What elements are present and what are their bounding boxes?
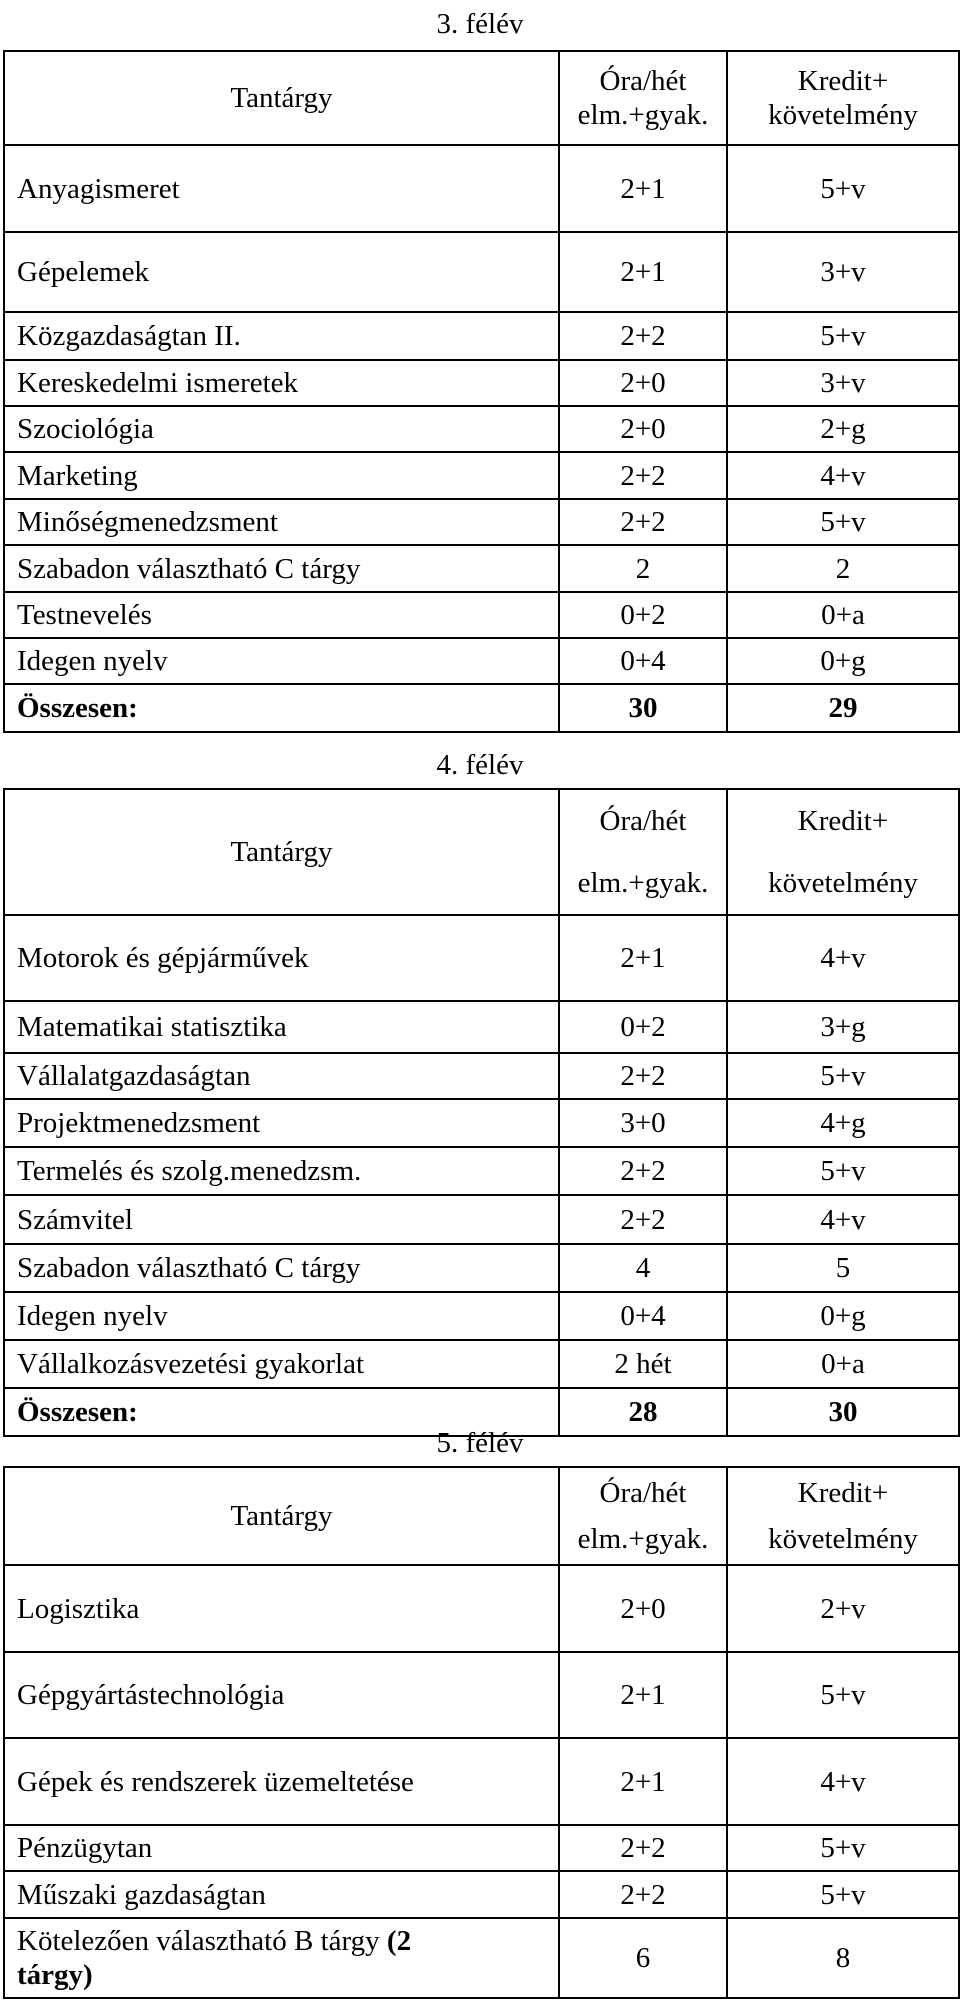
table-header	[4, 789, 959, 915]
subject-cell	[4, 1918, 559, 1998]
subject-cell: Gépelemek	[4, 232, 559, 312]
credit-cell: 4+v	[727, 452, 959, 499]
credit-cell: 0+g	[727, 1292, 959, 1340]
subject-cell: Szociológia	[4, 406, 559, 452]
hours-cell: 0+4	[559, 638, 727, 684]
credit-cell: 2+v	[727, 1565, 959, 1652]
header-credit-bottom: követelmény	[768, 1523, 918, 1555]
hours-cell: 2+1	[559, 145, 727, 232]
hours-cell: 2+0	[559, 406, 727, 452]
subject-cell: Vállalkozásvezetési gyakorlat	[4, 1340, 559, 1388]
table-row	[4, 312, 959, 360]
credit-cell: 4+v	[727, 1738, 959, 1825]
subject-cell: Projektmenedzsment	[4, 1099, 559, 1147]
hours-cell: 2+2	[559, 1871, 727, 1918]
hours-cell: 2 hét	[559, 1340, 727, 1388]
hours-cell: 2+0	[559, 360, 727, 406]
credit-cell: 2+g	[727, 406, 959, 452]
subject-cell: Marketing	[4, 452, 559, 499]
credit-cell: 0+a	[727, 1340, 959, 1388]
total-row	[4, 684, 959, 732]
table-row	[4, 1825, 959, 1871]
total-hours: 30	[559, 684, 727, 732]
subject-cell: Vállalatgazdaságtan	[4, 1053, 559, 1099]
total-credit: 30	[727, 1388, 959, 1436]
table-row	[4, 1565, 959, 1652]
total-label: Összesen:	[4, 684, 559, 732]
subject-cell: Termelés és szolg.menedzsm.	[4, 1147, 559, 1195]
table-row	[4, 360, 959, 406]
table-row	[4, 1871, 959, 1918]
hours-cell: 2+2	[559, 1825, 727, 1871]
header-hours-bottom: elm.+gyak.	[577, 99, 709, 131]
subject-cell: Szabadon választható C tárgy	[4, 1244, 559, 1292]
header-hours	[559, 789, 727, 915]
credit-cell: 5+v	[727, 1871, 959, 1918]
hours-cell: 2+2	[559, 1147, 727, 1195]
subject-cell: Közgazdaságtan II.	[4, 312, 559, 360]
hours-cell: 6	[559, 1918, 727, 1998]
credit-cell: 5	[727, 1244, 959, 1292]
table-row	[4, 1244, 959, 1292]
credit-cell: 4+g	[727, 1099, 959, 1147]
table-row	[4, 232, 959, 312]
credit-cell: 5+v	[727, 312, 959, 360]
subject-cell: Motorok és gépjárművek	[4, 915, 559, 1001]
credit-cell: 5+v	[727, 499, 959, 545]
header-hours-bottom: elm.+gyak.	[577, 1523, 709, 1555]
credit-cell: 8	[727, 1918, 959, 1998]
credit-cell: 3+v	[727, 360, 959, 406]
subject-cell: Gépek és rendszerek üzemeltetése	[4, 1738, 559, 1825]
table-row	[4, 545, 959, 592]
credit-cell: 5+v	[727, 1147, 959, 1195]
table-row	[4, 1147, 959, 1195]
credit-cell: 5+v	[727, 145, 959, 232]
credit-cell: 3+v	[727, 232, 959, 312]
semester-5-table	[3, 1466, 960, 1999]
hours-cell: 2+2	[559, 312, 727, 360]
credit-cell: 5+v	[727, 1652, 959, 1738]
semester-3-title: 3. félév	[436, 8, 524, 40]
hours-cell: 2+2	[559, 499, 727, 545]
subject-line1: Kötelezően választható B tárgy	[17, 1925, 380, 1957]
table-row	[4, 592, 959, 638]
table-row	[4, 1738, 959, 1825]
subject-bold-unit: tárgy)	[17, 1959, 93, 1991]
table-row	[4, 1195, 959, 1244]
subject-cell: Logisztika	[4, 1565, 559, 1652]
hours-cell: 0+2	[559, 1001, 727, 1053]
credit-cell: 4+v	[727, 915, 959, 1001]
subject-cell: Idegen nyelv	[4, 638, 559, 684]
subject-cell: Matematikai statisztika	[4, 1001, 559, 1053]
subject-cell: Kereskedelmi ismeretek	[4, 360, 559, 406]
table-row	[4, 1652, 959, 1738]
table-row	[4, 1292, 959, 1340]
header-credit-bottom: követelmény	[768, 99, 918, 131]
header-hours	[559, 1467, 727, 1565]
subject-cell: Testnevelés	[4, 592, 559, 638]
hours-cell: 2+0	[559, 1565, 727, 1652]
table-row	[4, 145, 959, 232]
total-label: Összesen:	[4, 1388, 559, 1436]
header-hours-top: Óra/hét	[599, 1477, 687, 1509]
hours-cell: 2+1	[559, 915, 727, 1001]
credit-cell: 3+g	[727, 1001, 959, 1053]
semester-4-table	[3, 788, 960, 1437]
table-row	[4, 1340, 959, 1388]
hours-cell: 2+2	[559, 452, 727, 499]
hours-cell: 2+1	[559, 1652, 727, 1738]
hours-cell: 3+0	[559, 1099, 727, 1147]
table-row	[4, 1053, 959, 1099]
credit-cell: 0+g	[727, 638, 959, 684]
header-hours-top: Óra/hét	[599, 65, 687, 97]
table-row	[4, 1099, 959, 1147]
hours-cell: 2	[559, 545, 727, 592]
hours-cell: 2+1	[559, 1738, 727, 1825]
subject-cell: Idegen nyelv	[4, 1292, 559, 1340]
header-credit	[727, 1467, 959, 1565]
header-credit-top: Kredit+	[797, 65, 889, 97]
hours-cell: 4	[559, 1244, 727, 1292]
subject-cell: Pénzügytan	[4, 1825, 559, 1871]
subject-cell: Anyagismeret	[4, 145, 559, 232]
table-row	[4, 452, 959, 499]
header-subject: Tantárgy	[4, 1467, 559, 1565]
table-row	[4, 1918, 959, 1998]
semester-5-title: 5. félév	[436, 1427, 524, 1459]
subject-cell: Számvitel	[4, 1195, 559, 1244]
credit-cell: 2	[727, 545, 959, 592]
subject-cell: Gépgyártástechnológia	[4, 1652, 559, 1738]
hours-cell: 0+4	[559, 1292, 727, 1340]
header-hours-bottom: elm.+gyak.	[577, 867, 709, 899]
credit-cell: 5+v	[727, 1825, 959, 1871]
credit-cell: 0+a	[727, 592, 959, 638]
hours-cell: 0+2	[559, 592, 727, 638]
table-row	[4, 915, 959, 1001]
subject-cell: Műszaki gazdaságtan	[4, 1871, 559, 1918]
semester-4-title: 4. félév	[436, 749, 524, 781]
header-credit	[727, 51, 959, 145]
total-credit: 29	[727, 684, 959, 732]
header-subject: Tantárgy	[4, 51, 559, 145]
subject-cell: Minőségmenedzsment	[4, 499, 559, 545]
credit-cell: 5+v	[727, 1053, 959, 1099]
semester-3-table	[3, 50, 960, 733]
subject-cell: Szabadon választható C tárgy	[4, 545, 559, 592]
header-credit-top: Kredit+	[797, 805, 889, 837]
header-hours	[559, 51, 727, 145]
header-subject: Tantárgy	[4, 789, 559, 915]
table-row	[4, 406, 959, 452]
total-hours: 28	[559, 1388, 727, 1436]
header-credit-bottom: követelmény	[768, 867, 918, 899]
header-credit-top: Kredit+	[797, 1477, 889, 1509]
hours-cell: 2+1	[559, 232, 727, 312]
hours-cell: 2+2	[559, 1053, 727, 1099]
header-credit	[727, 789, 959, 915]
table-row	[4, 499, 959, 545]
table-row	[4, 638, 959, 684]
table-header	[4, 1467, 959, 1565]
table-row	[4, 1001, 959, 1053]
credit-cell: 4+v	[727, 1195, 959, 1244]
header-hours-top: Óra/hét	[599, 805, 687, 837]
subject-bold-count: (2	[386, 1925, 412, 1957]
hours-cell: 2+2	[559, 1195, 727, 1244]
table-header	[4, 51, 959, 145]
